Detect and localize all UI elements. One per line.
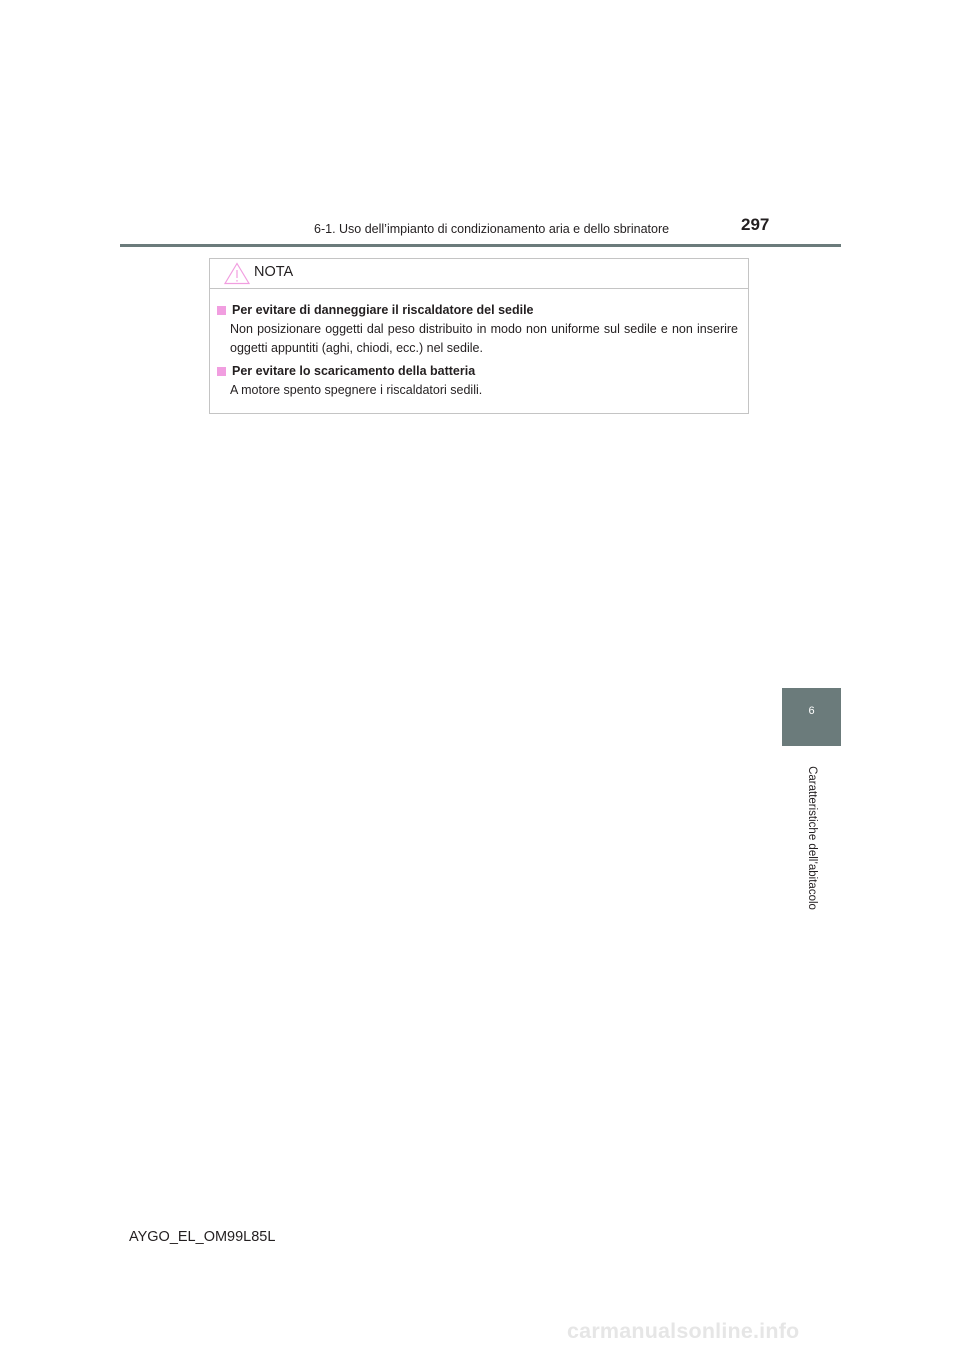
document-code: AYGO_EL_OM99L85L <box>129 1229 276 1245</box>
page-number: 297 <box>741 215 770 234</box>
notice-item-text: Non posizionare oggetti dal peso distribuito in modo non uniforme sul sedile e non inserire oggetti appuntiti (aghi, chiodi, ecc.) nel sedile. <box>230 322 738 355</box>
notice-item-heading-text: Per evitare di danneggiare il riscaldatore del sedile <box>232 303 534 317</box>
chapter-title: Caratteristiche dell’abitacolo <box>806 766 818 910</box>
notice-body <box>210 289 748 400</box>
notice-item-heading <box>217 301 738 320</box>
bullet-square-icon <box>217 367 226 376</box>
notice-box <box>209 258 749 414</box>
chapter-tab: 6 <box>782 688 841 746</box>
watermark: carmanualsonline.info <box>567 1319 800 1343</box>
warning-triangle-icon <box>224 262 250 285</box>
notice-item-heading-text: Per evitare lo scaricamento della batteria <box>232 364 476 378</box>
notice-item-text: A motore spento spegnere i riscaldatori sedili. <box>230 383 483 397</box>
section-title: 6-1. Uso dell’impianto di condizionamento aria e dello sbrinatore <box>314 222 670 236</box>
notice-item-heading <box>217 362 738 381</box>
header-divider <box>120 244 841 247</box>
notice-header <box>210 259 748 289</box>
notice-title: NOTA <box>254 264 294 280</box>
bullet-square-icon <box>217 306 226 315</box>
